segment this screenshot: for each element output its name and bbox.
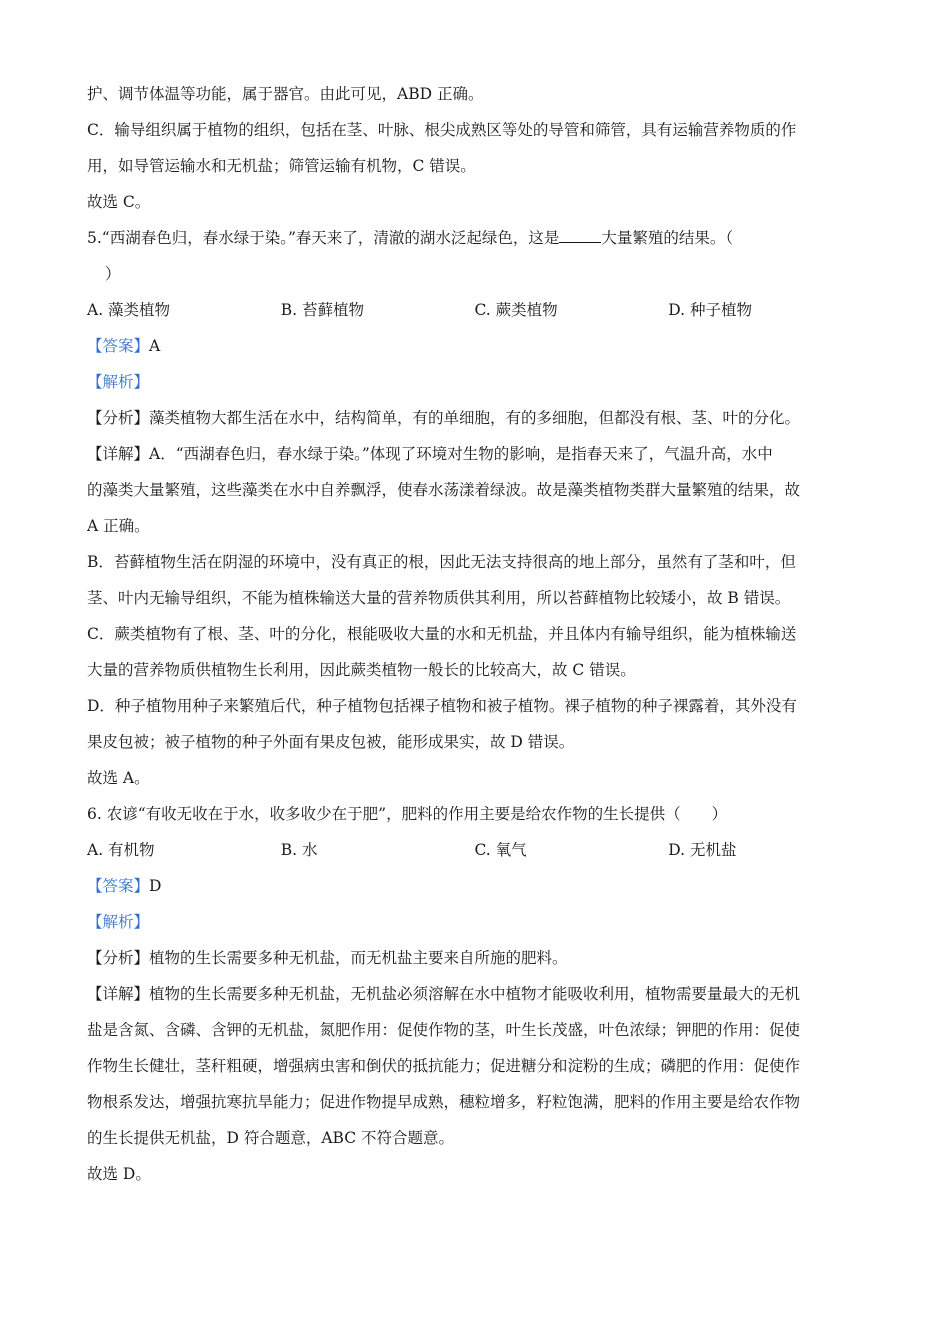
- q6-answer-tag: 【答案】: [87, 877, 150, 895]
- q6-options: [87, 832, 862, 868]
- q5-answer-tag: 【答案】: [87, 337, 150, 355]
- prev-option-c-line2: 用，如导管运输水和无机盐；筛管运输有机物，C 错误。: [87, 157, 476, 175]
- q6-fenxi: 【分析】植物的生长需要多种无机盐，而无机盐主要来自所施的肥料。: [87, 949, 568, 967]
- q5-detail-line: B．苔藓植物生活在阴湿的环境中，没有真正的根，因此无法支持很高的地上部分，虽然有了茎和叶，但: [87, 553, 796, 571]
- q6-conclusion: 故选 D。: [87, 1165, 151, 1183]
- q5-stem-close: ）: [105, 265, 121, 283]
- q5-answer: [87, 328, 862, 364]
- q6-detail-line: 物根系发达，增强抗寒抗旱能力；促进作物提早成熟，穗粒增多，籽粒饱满，肥料的作用主要是给农作物: [87, 1093, 801, 1111]
- prev-option-c-line1: C．输导组织属于植物的组织，包括在茎、叶脉、根尖成熟区等处的导管和筛管，具有运输营养物质的作: [87, 121, 797, 139]
- q5-detail-line: 果皮包被；被子植物的种子外面有果皮包被，能形成果实，故 D 错误。: [87, 733, 575, 751]
- q6-answer: [87, 868, 862, 904]
- q6-option-b: B. 水: [280, 841, 318, 859]
- q5-option-c: C. 蕨类植物: [474, 301, 558, 319]
- q5-option-a: A. 藻类植物: [87, 301, 171, 319]
- q5-options: [87, 292, 862, 328]
- q5-conclusion: 故选 A。: [87, 769, 150, 787]
- q5-detail-line: 【详解】A．“西湖春色归，春水绿于染。”体现了环境对生物的影响，是指春天来了，气温升高，水中: [87, 445, 773, 463]
- q6-detail-line: 的生长提供无机盐，D 符合题意，ABC 不符合题意。: [87, 1129, 455, 1147]
- q5-detail-line: 的藻类大量繁殖，这些藻类在水中自养飘浮，使春水荡漾着绿波。故是藻类植物类群大量繁殖的结果，故: [87, 481, 801, 499]
- q5-option-d: D. 种子植物: [668, 301, 752, 319]
- q5-detail-line: A 正确。: [87, 517, 150, 535]
- prev-conclusion: 故选 C。: [87, 193, 151, 211]
- document-page: [87, 76, 862, 1192]
- q5-answer-value: A: [149, 337, 161, 355]
- q5-analysis-tag: 【解析】: [87, 373, 150, 391]
- prev-text-line: 护、调节体温等功能，属于器官。由此可见，ABD 正确。: [87, 85, 484, 103]
- q5-detail-line: 茎、叶内无输导组织，不能为植株输送大量的营养物质供其利用，所以苔藓植物比较矮小，故 B 错误。: [87, 589, 791, 607]
- q6-detail-line: 盐是含氮、含磷、含钾的无机盐，氮肥作用：促使作物的茎，叶生长茂盛，叶色浓绿；钾肥的作用：促使: [87, 1021, 801, 1039]
- q6-answer-value: D: [149, 877, 162, 895]
- q5-fenxi: 【分析】藻类植物大都生活在水中，结构简单，有的单细胞，有的多细胞，但都没有根、茎、叶的分化。: [87, 409, 801, 427]
- q6-stem: 6. 农谚“有收无收在于水，收多收少在于肥”，肥料的作用主要是给农作物的生长提供（ ）: [87, 805, 728, 823]
- q6-analysis-tag: 【解析】: [87, 913, 150, 931]
- q5-stem-part-b: 大量繁殖的结果。（: [601, 229, 734, 247]
- q6-detail-line: 【详解】植物的生长需要多种无机盐，无机盐必须溶解在水中植物才能吸收利用，植物需要量最大的无机: [87, 985, 801, 1003]
- q5-detail-line: 大量的营养物质供植物生长利用，因此蕨类植物一般长的比较高大，故 C 错误。: [87, 661, 636, 679]
- q6-option-c: C. 氧气: [474, 841, 527, 859]
- q6-option-a: A. 有机物: [87, 841, 155, 859]
- q5-stem: [87, 220, 862, 256]
- q5-detail-line: D．种子植物用种子来繁殖后代，种子植物包括裸子植物和被子植物。裸子植物的种子裸露着，其外没有: [87, 697, 797, 715]
- q5-stem-part-a: 5.“西湖春色归，春水绿于染。”春天来了，清澈的湖水泛起绿色，这是: [87, 229, 560, 247]
- q6-detail-line: 作物生长健壮，茎秆粗硬，增强病虫害和倒伏的抵抗能力；促进糖分和淀粉的生成；磷肥的作用：促使作: [87, 1057, 801, 1075]
- q5-option-b: B. 苔藓植物: [280, 301, 364, 319]
- q5-detail-line: C．蕨类植物有了根、茎、叶的分化，根能吸收大量的水和无机盐，并且体内有输导组织，能为植株输送: [87, 625, 797, 643]
- q6-option-d: D. 无机盐: [668, 841, 737, 859]
- q5-blank: [559, 228, 601, 243]
